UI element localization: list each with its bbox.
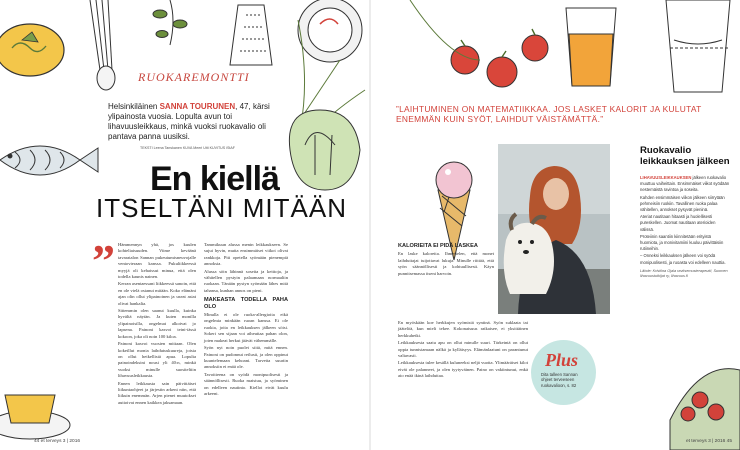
fish-illustration: [0, 146, 98, 175]
paragraph: Tavoitteena on syödä monipuolisesti ja säännöllisesti. Ruoka maistuu, ja syöminen on edelleen nautinto. Kiellot eivät kuulu arkeeni.: [204, 371, 288, 396]
paragraph: Ateriat nautitaan hitaasti ja huolellisesti pureskellen. Juomat nautitaan aterioiden välissä.: [640, 214, 716, 232]
intro-rest: , 47, kärsi ylipainosta vuosia. Lopulta avun toi lihavuusleikkaus, minkä vuoksi ruokavalio oli pantava panna uusiksi.: [108, 102, 270, 141]
nutrition-sidebar: [640, 145, 730, 279]
paragraph: En laske kaloreita. Ihmettelen, että monet laihduttajat tuijottavat lukuja. Minulle riittää, että syön säännöllisesti ja kohtuullisesti. Käyn punnitsemassa itseni harvoin.: [398, 251, 494, 276]
section-kicker: RUOKAREMONTTI: [138, 70, 250, 84]
paragraph: Painoni kasvoi vuosien mittaan. Olen kokeillut monia laihdutuskuureja, joista on ollut hetkellistä apua. Lopulta painoindeksini nousi yli 40:n, minkä vuoksi minulle suositeltiin lihavuusleikkausta.: [118, 341, 196, 379]
paragraph: Kerran asentaessani liikkeessä sanoin, että en ole vielä ostanut mitään. Koko elämäni ajan olin ollut ylipainoinen ja useat asiat olivat hankalia.: [118, 281, 196, 306]
paragraph: Tammikuun alussa menin leikkaukseen. Se sujui hyvin, mutta ensimmäiset viikot olivat rankkoja. Piti opetella syömään pienempiä annoksia.: [204, 242, 288, 267]
grater-illustration: [230, 5, 272, 65]
sidebar-text: [640, 175, 730, 279]
sidebar-source: Lähde: Kristiina Ojala ravitsemusterapeutti, Suomen lihavuustutkijat ry, lihavuus.fi: [640, 268, 728, 278]
pull-quote: ”LAIHTUMINEN ON MATEMATIIKKAA. JOS LASKET KALORIT JA KULUTAT ENEMMÄN KUIN SYÖT, LAIHDUT VÄISTÄMÄTTÄ.”: [396, 104, 702, 125]
subheading: MAKEASTA TODELLA PAHA OLO: [204, 297, 288, 310]
paragraph: – Onneksi leikkauksen jälkeen voi syödä monipuolisesti, ja ruoasta voi edelleen nauttia.: [640, 253, 726, 265]
sidebar-lead: LIHAVUUSLEIKKAUKSEN: [640, 175, 692, 180]
headline-line-2: ITSELTÄNI MITÄÄN: [96, 193, 347, 223]
paragraph: Syön nyt noin puolet siitä, mitä ennen. Painoni on pudonnut reilusti, ja olen oppinut kuuntelemaan kehoani. Tarvetta suuriin annoksiin ei enää ole.: [204, 345, 288, 370]
juice-glass-illustration: [566, 8, 616, 86]
paragraph: Hämmennyn yhä, jos kuulen kohteliaisuuden. Viime keväänä tavaratalon Sannan pukeutumisneuvojalle ventovieraan kanssa. Pukuliikkeessä myyjä oli kehaissut minua, että olen todella kaunis nainen.: [118, 242, 196, 280]
herb-illustration: [153, 0, 187, 45]
paragraph: Proteiinin saantiin kiinnitetään erityistä huomiota, ja monivitamiini kuuluu päivittäisiin rutiineihin.: [640, 233, 724, 252]
portrait-photo: [498, 144, 610, 314]
paragraph: Sittemmin olen saanut kuulla, kuinka hyvältä näytän. Ja kuten monilla ylipainoisilla, ongelmat alkoivat jo lapsena. Painoni kasvoi teini-iässä kokoon, joka oli noin 100 kiloa.: [118, 308, 196, 339]
plus-text: Dita talleen Sannan ohjeet terveeseen ruokavalioon, s. 82: [541, 372, 578, 388]
paragraph: Kahden ensimmäisen viikon jälkeen siirrytään pehmeisiin ruokiin. Tavallinen ruoka palaa vähitellen, annokset pysyvät pieninä.: [640, 194, 725, 213]
tomato-illustration: [410, 0, 548, 87]
body-column-2: [204, 242, 288, 398]
page-folio-left: 44 et terveys 3 | 2016: [34, 439, 81, 444]
right-body-column-1: [398, 240, 494, 278]
body-column-1: [118, 242, 196, 407]
water-glass-illustration: [666, 0, 730, 92]
paragraph: Ennen leikkausta sain päivittäiset liikuntaohjeet ja järjestin arkeni niin, että liikuin enemmän. Arjen pienet muutokset auttoivat ennen kaikkea jaksamaan.: [118, 380, 196, 405]
berries-illustration: [670, 369, 740, 450]
portrait-photo-image: [498, 144, 610, 314]
plus-title: Plus: [545, 350, 579, 370]
headline-line-1: En kiellä: [150, 160, 279, 198]
leek-illustration: [90, 0, 115, 90]
intro-name: SANNA TOURUNEN: [159, 102, 236, 111]
soup-bowl-illustration: [0, 24, 64, 76]
paragraph: En myöskään koe herkkujen syömistä syntinä. Syön suklaata tai jäätelöä, kun mieli tekee. Kokonaisuus ratkaisee, ei yksittäinen herkkuhetki.: [398, 320, 528, 338]
subheading: KALORIEITA EI PIDÄ LASKEA: [398, 243, 478, 249]
right-body-column-1b: [398, 320, 528, 381]
paragraph: Leikkauksesta tulee kesällä kuluneeksi neljä vuotta. Ylimääräiset kilot eivät ole palanneet, ja olen tyytyväinen. Paino on vakiintunut, enkä aio enää ikinä laihduttaa.: [398, 360, 528, 379]
right-page: [370, 0, 740, 450]
article-credits: TEKSTI Leena Tanskanen KUVA Meeri Utti KUVITUS iStAF: [140, 146, 235, 150]
plus-badge: [531, 340, 596, 405]
sidebar-para: jälkeen ruokavalio muuttuu vaiheittain. Ensimmäiset viikot syödään nestemäistä ravintoa ja soseita.: [640, 175, 730, 193]
paragraph: Leikkauksesta saatu apu on ollut minulle suuri. Tärkeintä on ollut oppia tunnistamaan nälkä ja kylläisyys. Elämänlaatuni on parantunut valtavasti.: [398, 340, 528, 359]
page-folio-right: et terveys 3 | 2016 45: [685, 439, 732, 444]
sidebar-title: Ruokavalio leikkauksen jälkeen: [640, 145, 730, 167]
paragraph: [640, 175, 730, 194]
quote-mark-icon: ”: [92, 235, 115, 286]
intro-prefix: Helsinkiläinen: [108, 102, 160, 111]
article-intro: [108, 102, 288, 142]
cup-illustration: [0, 395, 70, 439]
plate-illustration: [298, 0, 362, 62]
paragraph: Minulla ei ole ruoka-allergioita eikä ongelmia minkään ruoan kanssa. Ei ole ruokia, joita en leikkauksen jälkeen söisi. Sokeri sen sijaan voi aiheuttaa pahan olon, joten makeat herkut jäävät vähemmälle.: [204, 312, 288, 343]
paragraph: Alussa söin lähinnä soseita ja keittoja, ja vähitellen pystyin palaamaan normaaliin ruokaan. Tänään pystyn syömään lähes mitä tahansa, kunhan annos on pieni.: [204, 268, 288, 293]
